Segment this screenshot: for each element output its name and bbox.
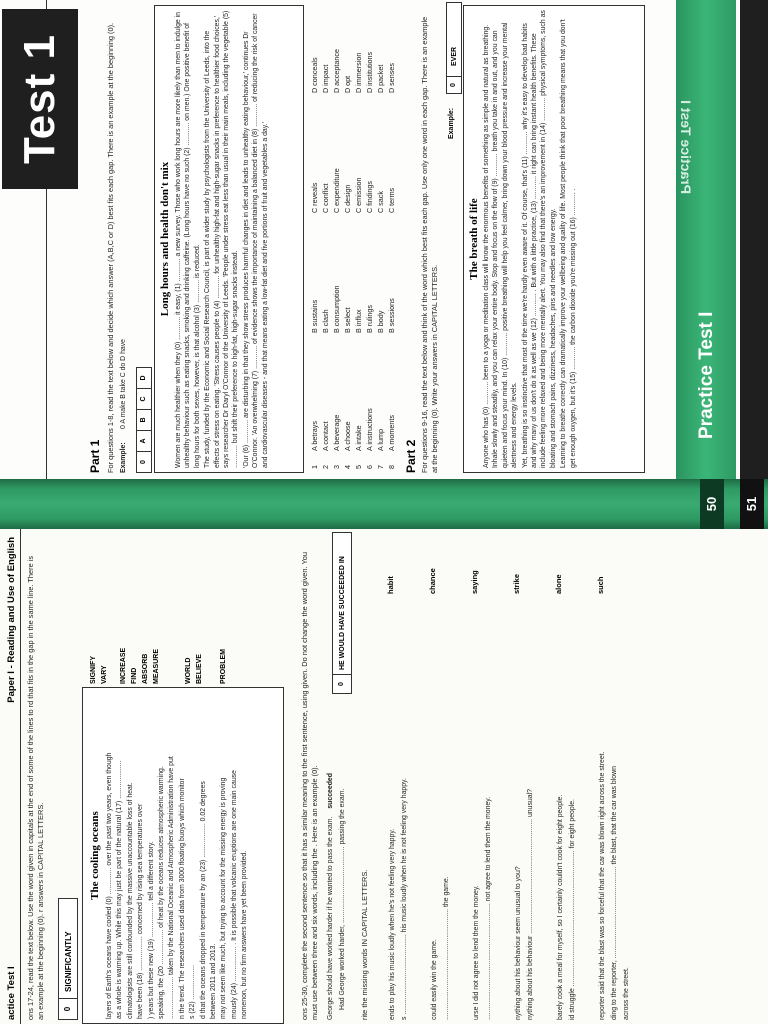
option-row: 5 A intake B influx C emission D immersion — [354, 52, 363, 469]
part2-example-word: EVER — [450, 46, 458, 66]
part1-instructions: For questions 1-8, read the text below and decide which answer (A,B,C or D) best fits each gap. There is an example at the beginning (0). — [106, 22, 115, 473]
oceans-line: as a whole is warming up. While this may just be part of the natural (17) .................... — [116, 760, 124, 1019]
left-page — [0, 529, 768, 1024]
question-26-b[interactable]: .......................................................... the game. — [443, 876, 450, 1020]
option-row: 1 A betrays B sustains C reveals D conceals — [310, 57, 319, 469]
question-28-key: strike — [512, 573, 521, 594]
oceans-line: layers of Earth's oceans have cooled (0) .............. over the past two years, even though — [106, 752, 113, 1019]
word-believe: BELIEVE — [196, 654, 203, 684]
part2-instructions: For questions 9-16, read the text below and think of the word which best fits each gap. Use only one word in each gap. There is an example at the beginning (0). Write your answers in CAPITAL LETTERS. — [420, 16, 439, 473]
oceans-line: speaking, the (20 .................. of heat by the oceans reduces atmospheric warming. — [158, 766, 166, 1019]
part1-heading: Part 1 — [88, 439, 102, 473]
word-absorb: ABSORB — [142, 653, 149, 684]
part3-example-box — [58, 898, 78, 1020]
test-title: Test 1 — [2, 9, 78, 189]
breath-text — [482, 10, 579, 468]
practice-test-label: Practice Test I — [696, 311, 717, 439]
part2-example-box — [446, 2, 462, 94]
oceans-line: nomenon, but no firm answers have yet been provided. — [241, 850, 249, 1019]
practice-test-band — [676, 0, 736, 479]
oceans-line: have been (18) .................. concerned by rising sea temperatures over — [137, 803, 145, 1019]
green-gutter — [0, 479, 768, 529]
word-measure: MEASURE — [153, 648, 160, 684]
question-27-key: saying — [470, 570, 479, 594]
long-hours-paragraph: The study, funded by the Economic and Social Research Council, is part of a wider study by psychologists from the University of Leeds, into the effects of stress on eating. 'Stress causes people to (4) ............ for unhealthy high-fat and high-sugar snacks in preference to healthier food choices,' says researcher Dr Daryl O'Connor of the University of Leeds. 'People under stress eat less than usual in their main meals, including the vegetable (5) ............ but shift their preference to high-fat, high-sugar snacks instead. — [204, 10, 240, 468]
question-30-key: such — [596, 576, 605, 594]
part4-answer-text: HE WOULD HAVE SUCCEEDED IN — [338, 556, 346, 670]
question-29-b[interactable]: id struggle ....................................................................... for eight people. — [569, 799, 576, 1020]
part4-example-b: Had George worked harder, ........................................ passing the exam. — [339, 788, 346, 1010]
oceans-title: The cooling oceans — [89, 811, 101, 900]
breath-paragraph: Anyone who has (0) ............ been to a yoga or meditation class will know the enormous benefits of something as simple and natural as breathing. Inhale slowly and steadily, and you can relax your entire body. Stop and focus on the flow of (9) ............ breath you take in and out, and you can quieten and focus your mind. In (10) ............ positive breathing will help you feel calmer, bring down your blood pressure and increase your mental alertness and energy levels. — [483, 22, 519, 468]
part4-write-instruction: rite the missing words IN CAPITAL LETTERS. — [360, 869, 369, 1020]
question-27-b[interactable]: ............................................................. not agree to lend them the money. — [485, 796, 492, 1020]
question-25-key: habit — [386, 576, 395, 594]
long-hours-text — [174, 10, 271, 468]
question-26-key: chance — [428, 568, 437, 594]
word-find: FIND — [131, 667, 138, 684]
part4-instructions: ons 25-30, complete the second sentence so that it has a similar meaning to the first sentence, using given. Do not change the word given. You must use between three and six words, including the . Here is an example (0). — [300, 552, 319, 1020]
grid-cell: 0 — [137, 451, 151, 472]
part2-example-num: 0 — [447, 76, 461, 93]
part4-answer-box — [332, 532, 352, 694]
question-30-c: across the street. — [623, 967, 630, 1020]
question-30-a: reporter said that the blast was so forceful that the car was blown right across the street. — [599, 751, 606, 1020]
long-hours-paragraph: Women are much healthier when they (0) ............ it easy, (1) ............ a new survey. Those who work long hours are more likely than men to indulge in unhealthy behaviour such as eating snacks, smoking and drinking caffeine. (Long hours have no such (2) ............ on men.) One positive benefit of long hours for both sexes, however, is that alcohol (3) ............ is reduced. — [175, 11, 201, 468]
part1-options — [308, 7, 400, 473]
part1-example-label: Example: — [120, 442, 127, 473]
part3-instructions: ons 17-24, read the text below. Use the word given in capitals at the end of some of the lines to rd that fits in the gap in the same line. There is an example at the beginning (0). r answers in CAPITAL LETTERS. — [26, 555, 45, 1020]
oceans-line: ) years but these new (19) .................. tell a different story. — [147, 841, 155, 1019]
word-problem: PROBLEM — [220, 649, 227, 684]
part3-example-word: SIGNIFICANTLY — [63, 931, 73, 992]
question-29-key: alone — [554, 574, 563, 594]
question-26-a: could easily win the game. — [431, 939, 438, 1020]
page-number-left-side: 51 — [740, 479, 764, 529]
oceans-line: s (22) .................. — [189, 965, 197, 1019]
grid-cell[interactable]: C — [137, 388, 151, 409]
breath-text-box — [463, 5, 645, 473]
grid-cell[interactable]: A — [137, 430, 151, 451]
page-number-right-side: 50 — [700, 479, 724, 529]
grid-cell[interactable]: D — [140, 375, 147, 381]
word-vary: VARY — [101, 665, 108, 684]
breath-paragraph: Learning to breathe correctly can dramatically improve your wellbeing and quality of life. Most people think that poor breathing means that you don't get enough oxygen, but it's (15) ............ the carbon dioxide you're missing out (16) ............ . — [560, 19, 577, 468]
option-row: 2 A contact B clash C conflict D impact — [321, 64, 330, 469]
question-25-b[interactable]: s .......................................... his music loudly when he is not feeling very happy. — [401, 778, 408, 1020]
oceans-line: climatologists are still confounded by the massive unaccountable loss of heat. — [126, 782, 134, 1019]
bottom-strip — [740, 0, 768, 479]
question-29-a: barely cook a meal for myself, so I certainly couldn't cook for eight people. — [557, 794, 564, 1020]
right-page — [0, 0, 768, 479]
option-row: 8 A moments B sessions C terms D senses — [387, 63, 396, 469]
oceans-line: ...................... taken by the National Oceanic and Atmospheric Administration have put — [168, 756, 176, 1019]
part1-answer-grid — [136, 367, 152, 473]
long-hours-text-box — [154, 5, 304, 473]
option-row: 6 A instructions B rulings C findings D institutions — [365, 51, 374, 469]
oceans-line: may not seem like much, but trying to account for the missing energy is proving — [220, 777, 228, 1019]
header-left: actice Test I — [6, 966, 17, 1020]
breath-title: The breath of life — [468, 198, 480, 280]
long-hours-paragraph: 'Our (6) ............ are disturbing in that they show stress produces harmful changes in diet and leads to unhealthy eating behaviour,' continues Dr O'Connor. 'An overwhelming (7) ............ of evidence shows the importance of maintaining a balanced diet in (8) ............ of reducing the risk of cancer and cardiovascular diseases - and that means eating a low-fat diet and five portions of fruit and vegetables a day.' — [242, 13, 269, 468]
oceans-line: between 2011 and 2013. — [210, 943, 218, 1019]
part4-example-key: succeeded — [327, 773, 334, 809]
question-27-a: urse I did not agree to lend them the money. — [473, 885, 480, 1020]
oceans-line: mously (24) .................. . It is possible that volcanic eruptions are one main cause — [230, 770, 238, 1019]
option-row: 3 A beverage B consumption C expenditure D acceptance — [332, 49, 341, 469]
option-row: 7 A lump B body C sack D packet — [376, 64, 385, 469]
part4-example-a: George should have worked harder if he wanted to pass the exam. succeeded — [327, 773, 334, 1020]
left-page-header — [6, 529, 21, 1024]
oceans-text — [105, 694, 251, 1019]
question-25-a: ends to play his music loudly when he's not feeling very happy. — [389, 828, 396, 1020]
part3-example-num: 0 — [59, 998, 77, 1019]
header-right: Paper I - Reading and Use of English — [6, 537, 17, 703]
part2-heading: Part 2 — [404, 439, 418, 473]
part4-answer-num: 0 — [333, 674, 351, 693]
breath-paragraph: Yet, breathing is so instinctive that most of the time we're hardly even aware of it. Of course, that's (11) ............ why it's easy to develop bad habits and why many of us don't do it as well as we (12) ............ . But with a little practice, (13) ............ it right can bring instant health benefits. These include feeling more relaxed and being more mentally alert. You may also find that there's an improvement in (14) ............ physical symptoms, such as bloating and stomach pains, dizziness, headaches, pins and needles and low energy. — [521, 10, 557, 468]
word-signify: SIGNIFY — [90, 655, 97, 684]
question-30-b[interactable]: ding to the reporter, ................................................ the blast, that the car was blown — [611, 766, 618, 1020]
oceans-line: d that the oceans dropped in temperature by an (23) .................. 0.02 degrees — [199, 781, 207, 1019]
test-header-band — [0, 0, 80, 479]
question-28-b[interactable]: nything about his behaviour ............................................................ unusual? — [527, 789, 534, 1020]
word-increase: INCREASE — [120, 647, 127, 684]
word-world: WORLD — [185, 657, 192, 684]
long-hours-title: Long hours and health don't mix — [159, 161, 171, 317]
practice-test-mirror-label: Practice Test I — [678, 100, 694, 194]
question-28-a: nything about his behaviour seem unusual to you? — [515, 866, 522, 1020]
oceans-text-box — [82, 687, 284, 1024]
oceans-line: n the trend. The researchers used data from 3000 floating buoys which monitor — [178, 778, 186, 1019]
grid-cell[interactable]: B — [137, 409, 151, 430]
option-row: 4 A choose B select C design D opt — [343, 75, 352, 469]
part1-example-row: 0 A make B take C do D have — [120, 338, 127, 429]
part2-example-label: Example: — [448, 107, 455, 139]
